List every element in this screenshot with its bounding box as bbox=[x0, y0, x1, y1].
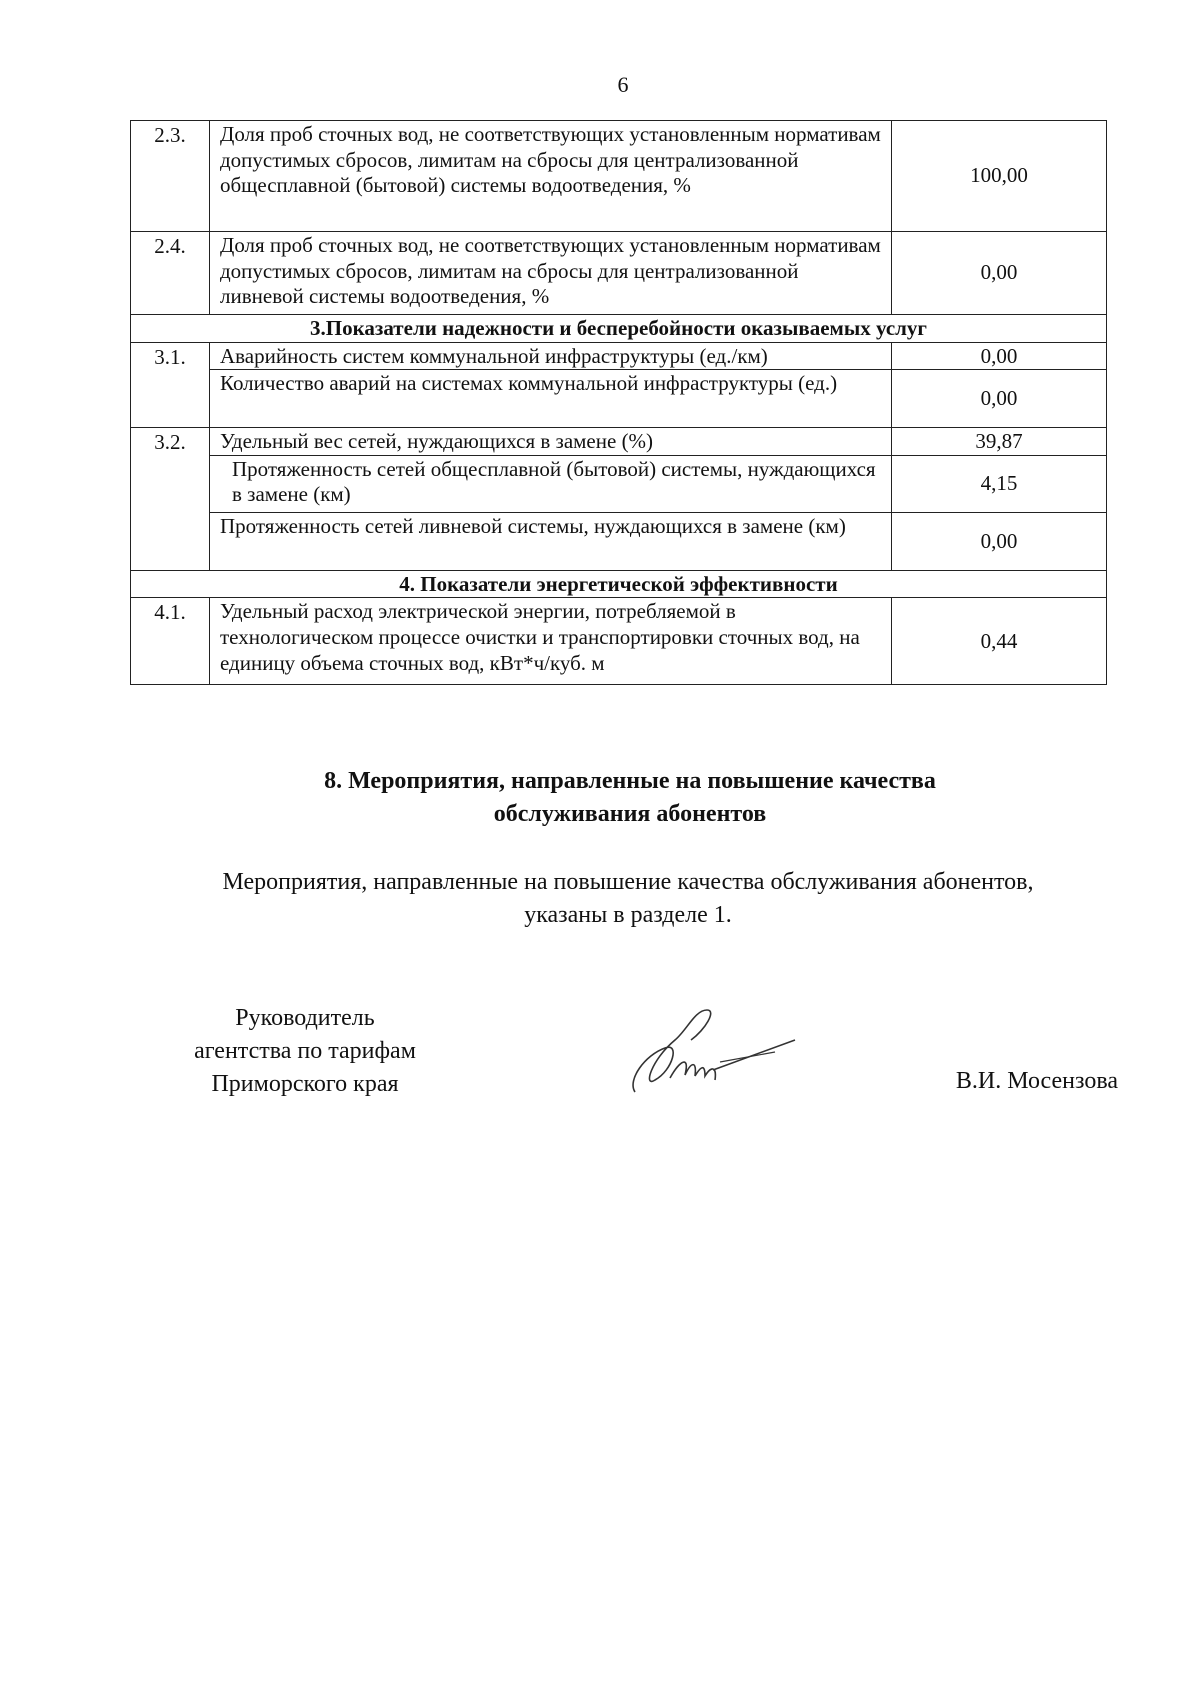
signer-title-line: Приморского края bbox=[211, 1071, 399, 1097]
row-number: 3.2. bbox=[131, 428, 210, 571]
table-row bbox=[131, 232, 1107, 315]
row-number: 2.3. bbox=[131, 121, 210, 232]
indicators-table bbox=[130, 120, 1107, 685]
indicator-text: Протяженность сетей ливневой системы, нуждающихся в замене (км) bbox=[210, 512, 892, 570]
section-title: 3.Показатели надежности и бесперебойности оказываемых услуг bbox=[131, 315, 1107, 343]
table-row bbox=[131, 512, 1107, 570]
indicator-value: 0,00 bbox=[892, 512, 1107, 570]
signer-title bbox=[130, 1002, 480, 1101]
signer-name: В.И. Мосензова bbox=[955, 1068, 1118, 1094]
section-header-row bbox=[131, 570, 1107, 598]
indicator-value: 0,00 bbox=[892, 370, 1107, 428]
indicator-text: Доля проб сточных вод, не соответствующих установленным нормативам допустимых сбросов, лимитам на сбросы для централизованной общесплавной (бытовой) системы водоотведения, % bbox=[210, 121, 892, 232]
table-row bbox=[131, 370, 1107, 428]
row-number: 3.1. bbox=[131, 342, 210, 428]
section-heading bbox=[150, 765, 1110, 831]
row-number: 4.1. bbox=[131, 598, 210, 685]
paragraph-line: указаны в разделе 1. bbox=[524, 902, 732, 928]
indicator-value: 4,15 bbox=[892, 455, 1107, 512]
heading-line: обслуживания абонентов bbox=[493, 801, 767, 827]
signer-title-line: агентства по тарифам bbox=[194, 1038, 416, 1064]
table-row bbox=[131, 598, 1107, 685]
indicator-text: Доля проб сточных вод, не соответствующих установленным нормативам допустимых сбросов, лимитам на сбросы для централизованной ливневой системы водоотведения, % bbox=[210, 232, 892, 315]
indicator-value: 0,00 bbox=[892, 342, 1107, 370]
indicator-text: Количество аварий на системах коммунальной инфраструктуры (ед.) bbox=[210, 370, 892, 428]
indicator-value: 100,00 bbox=[892, 121, 1107, 232]
heading-line: 8. Мероприятия, направленные на повышение качества bbox=[324, 768, 936, 794]
indicator-value: 0,00 bbox=[892, 232, 1107, 315]
table-row bbox=[131, 428, 1107, 456]
row-number: 2.4. bbox=[131, 232, 210, 315]
body-paragraph bbox=[130, 866, 1126, 932]
page-number: 6 bbox=[617, 72, 629, 97]
indicator-value: 39,87 bbox=[892, 428, 1107, 456]
indicator-text: Протяженность сетей общесплавной (бытовой) системы, нуждающихся в замене (км) bbox=[210, 455, 892, 512]
paragraph-line: Мероприятия, направленные на повышение качества обслуживания абонентов, bbox=[222, 869, 1034, 895]
table-row bbox=[131, 455, 1107, 512]
indicator-value: 0,44 bbox=[892, 598, 1107, 685]
section-header-row bbox=[131, 315, 1107, 343]
signer-title-line: Руководитель bbox=[235, 1005, 375, 1031]
table-row bbox=[131, 121, 1107, 232]
indicator-text: Аварийность систем коммунальной инфраструктуры (ед./км) bbox=[210, 342, 892, 370]
section-title: 4. Показатели энергетической эффективности bbox=[131, 570, 1107, 598]
table-row bbox=[131, 342, 1107, 370]
handwritten-signature bbox=[625, 1000, 805, 1100]
indicator-text: Удельный вес сетей, нуждающихся в замене (%) bbox=[210, 428, 892, 456]
indicator-text: Удельный расход электрической энергии, потребляемой в технологическом процессе очистки и транспортировки сточных вод, на единицу объема сточных вод, кВт*ч/куб. м bbox=[210, 598, 892, 685]
